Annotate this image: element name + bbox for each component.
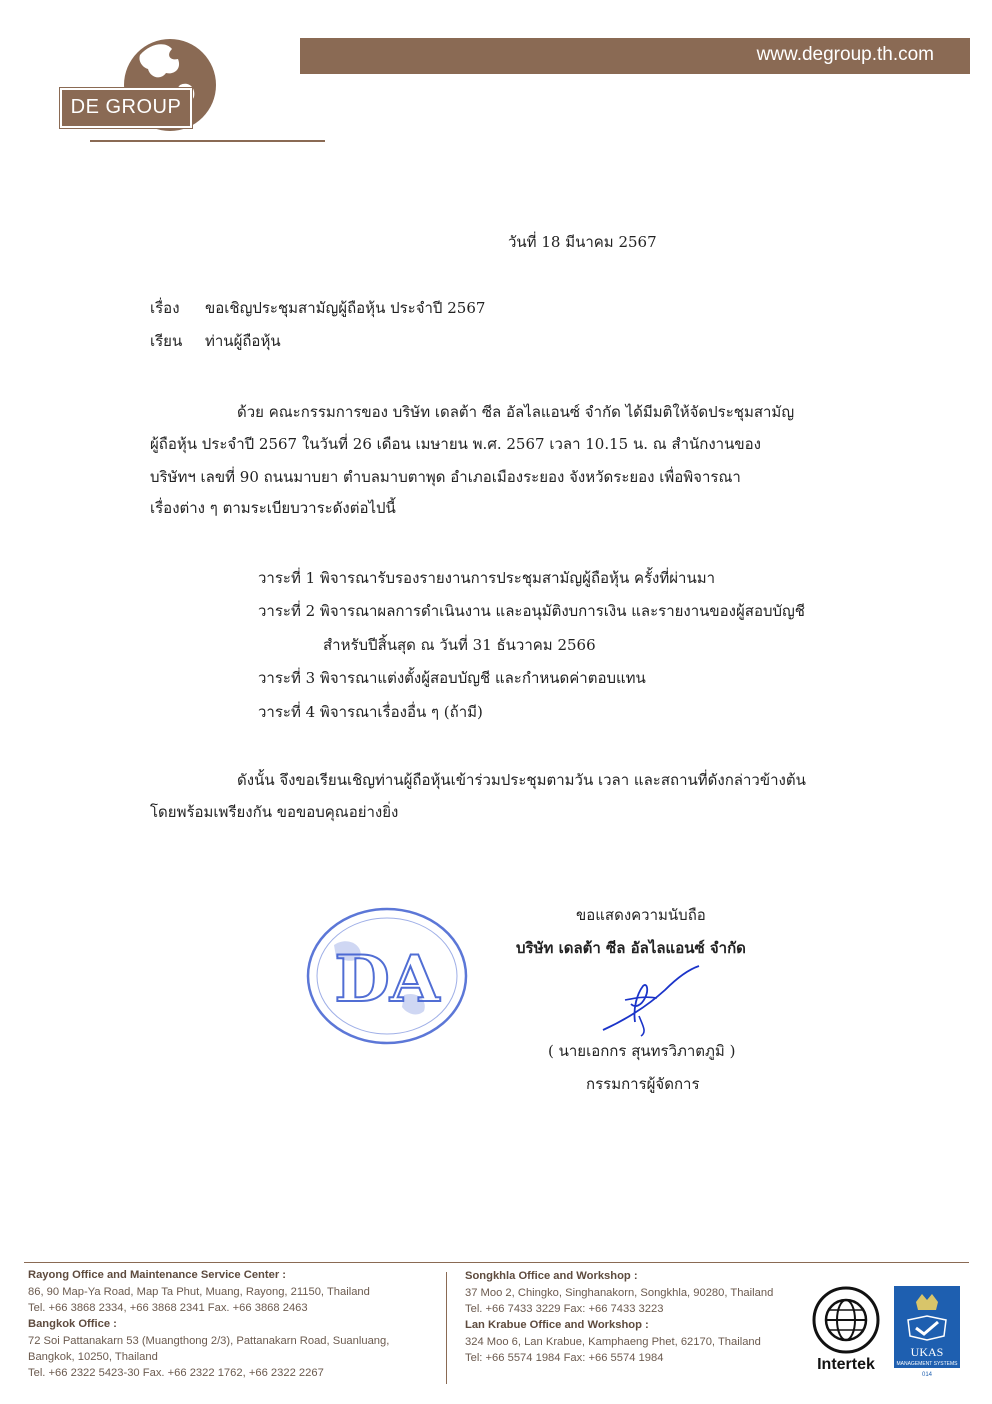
brand-name: DE GROUP [70,96,182,118]
bangkok-phone: Tel. +66 2322 5423-30 Fax. +66 2322 1762, +66 2322 2267 [28,1367,324,1379]
subject-row [150,298,485,318]
songkhla-address: 37 Moo 2, Chingko, Singhanakorn, Songkhla, 90280, Thailand [465,1287,774,1299]
paragraph1-line: บริษัทฯ เลขที่ 90 ถนนมาบยา ตำบลมาบตาพุด อำเภอเมืองระยอง จังหวัดระยอง เพื่อพิจารณา [150,468,741,486]
paragraph2-line: โดยพร้อมเพรียงกัน ขอขอบคุณอย่างยิ่ง [150,803,399,821]
rayong-office-title: Rayong Office and Maintenance Service Center : [28,1269,287,1281]
footer-divider-line [24,1262,969,1263]
agenda-item: วาระที่ 1 พิจารณารับรองรายงานการประชุมสามัญผู้ถือหุ้น ครั้งที่ผ่านมา [258,569,716,587]
lankrabue-office-title: Lan Krabue Office and Workshop : [465,1319,649,1331]
recipient-label: เรียน [150,332,183,350]
agenda-item-continued: สำหรับปีสิ้นสุด ณ วันที่ 31 ธันวาคม 2566 [323,636,596,654]
svg-text:014: 014 [921,1372,933,1378]
paragraph2-line: ดังนั้น จึงขอเรียนเชิญท่านผู้ถือหุ้นเข้าร่วมประชุมตามวัน เวลา และสถานที่ดังกล่าวข้างต้น [237,771,806,789]
agenda-item: วาระที่ 4 พิจารณาเรื่องอื่น ๆ (ถ้ามี) [258,703,483,721]
bangkok-address: 72 Soi Pattanakarn 53 (Muangthong 2/3), Pattanakarn Road, Suanluang, [28,1335,390,1347]
stamp-letters: DA [334,942,440,1017]
lankrabue-address: 324 Moo 6, Lan Krabue, Kamphaeng Phet, 62170, Thailand [465,1336,761,1348]
company-name: บริษัท เดลต้า ซีล อัลไลแอนซ์ จำกัด [516,939,746,957]
brand-logo [60,88,192,128]
intertek-label: Intertek [817,1356,875,1373]
bangkok-address: Bangkok, 10250, Thailand [28,1351,158,1363]
subject-text: ขอเชิญประชุมสามัญผู้ถือหุ้น ประจำปี 2567 [205,299,486,317]
signer-title: กรรมการผู้จัดการ [586,1075,700,1093]
closing-text: ขอแสดงความนับถือ [576,906,706,924]
recipient-text: ท่านผู้ถือหุ้น [205,332,281,350]
signature-icon [595,960,705,1040]
rayong-address: 86, 90 Map-Ya Road, Map Ta Phut, Muang, Rayong, 21150, Thailand [28,1286,370,1298]
recipient-row [150,331,281,351]
footer-column-divider [446,1272,447,1384]
paragraph1-line: ด้วย คณะกรรมการของ บริษัท เดลต้า ซีล อัลไลแอนซ์ จำกัด ได้มีมติให้จัดประชุมสามัญ [237,403,795,421]
songkhla-office-title: Songkhla Office and Workshop : [465,1270,638,1282]
agenda-item: วาระที่ 2 พิจารณาผลการดำเนินงาน และอนุมัติงบการเงิน และรายงานของผู้สอบบัญชี [258,602,805,620]
agenda-item: วาระที่ 3 พิจารณาแต่งตั้งผู้สอบบัญชี และกำหนดค่าตอบแทน [258,669,646,687]
company-stamp-icon [304,905,470,1047]
ukas-logo-icon [894,1286,960,1378]
website-url: www.degroup.th.com [756,44,934,65]
header-band [300,38,970,74]
paragraph1-line: ผู้ถือหุ้น ประจำปี 2567 ในวันที่ 26 เดือน เมษายน พ.ศ. 2567 เวลา 10.15 น. ณ สำนักงานของ [150,435,761,453]
rayong-phone: Tel. +66 3868 2334, +66 3868 2341 Fax. +66 3868 2463 [28,1302,308,1314]
letter-date: วันที่ 18 มีนาคม 2567 [508,233,657,251]
iso-certification-logo-icon [809,1285,883,1355]
subject-label: เรื่อง [150,299,180,317]
signer-name: ( นายเอกกร สุนทรวิภาตภูมิ ) [548,1042,736,1060]
bangkok-office-title: Bangkok Office : [28,1318,117,1330]
songkhla-phone: Tel. +66 7433 3229 Fax: +66 7433 3223 [465,1303,664,1315]
svg-text:MANAGEMENT SYSTEMS: MANAGEMENT SYSTEMS [896,1361,958,1367]
paragraph1-line: เรื่องต่าง ๆ ตามระเบียบวาระดังต่อไปนี้ [150,499,396,517]
lankrabue-phone: Tel: +66 5574 1984 Fax: +66 5574 1984 [465,1352,664,1364]
svg-text:UKAS: UKAS [910,1345,944,1359]
